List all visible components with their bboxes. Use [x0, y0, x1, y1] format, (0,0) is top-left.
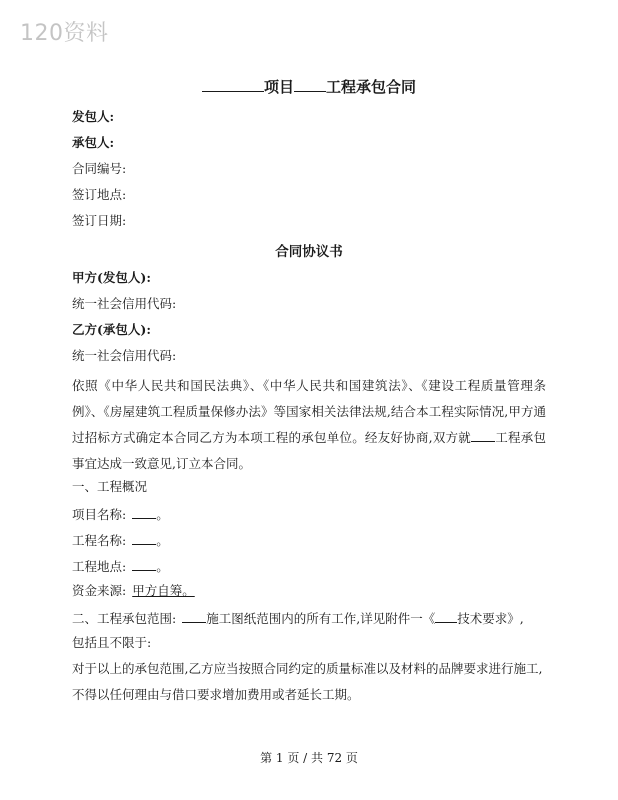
scope-paragraph-line-2: 不得以任何理由与借口要求增加费用或者延长工期。 [72, 687, 360, 702]
project-name-label: 项目名称: [72, 507, 127, 522]
preamble-paragraph [72, 373, 546, 477]
work-name-suffix: 。 [156, 533, 169, 548]
sign-place-label: 签订地点: [72, 187, 127, 202]
contract-no-label: 合同编号: [72, 161, 127, 176]
funding-label: 资金来源: [72, 583, 127, 598]
preamble-blank [471, 428, 495, 442]
location-label: 工程地点: [72, 559, 127, 574]
scope-blank [182, 609, 206, 623]
title-part1: 项目 [263, 78, 294, 96]
title-blank-2 [294, 78, 326, 92]
location-row [72, 557, 169, 575]
location-blank [132, 557, 156, 571]
scope-text-1: 施工图纸范围内的所有工作,详见附件一《 [206, 611, 436, 626]
funding-row [72, 583, 195, 599]
section2-heading: 二、工程承包范围: [72, 611, 177, 626]
contractor-label: 承包人: [72, 135, 115, 150]
tech-req-blank [435, 609, 457, 623]
project-name-row [72, 505, 169, 523]
section1-heading: 一、工程概况 [72, 479, 148, 494]
preamble-text: 依照《中华人民共和国民法典》、《中华人民共和国建筑法》、《建设工程质量管理条例》、《房屋建筑工程质量保修办法》等国家相关法律法规,结合本工程实际情况,甲方通过招标方式确定本合同乙方为本项工程的承包单位。经友好协商,双方就 [72, 378, 546, 445]
funding-value: 甲方自筹。 [132, 583, 195, 598]
project-name-blank [132, 505, 156, 519]
scope-continuation: 包括且不限于: [72, 635, 152, 650]
project-name-suffix: 。 [156, 507, 169, 522]
party-a-credit-code: 统一社会信用代码: [72, 296, 177, 311]
title-blank-1 [202, 78, 264, 92]
work-name-row [72, 531, 169, 549]
preamble-text-2: 工程承包事宜达成一致意见,订立本合同。 [72, 430, 546, 471]
party-b-credit-code: 统一社会信用代码: [72, 348, 177, 363]
section2-heading-row [72, 609, 524, 627]
party-a-label: 甲方(发包人): [72, 270, 151, 285]
title-part2: 工程承包合同 [326, 78, 417, 96]
work-name-blank [132, 531, 156, 545]
agreement-title: 合同协议书 [275, 244, 343, 260]
sign-date-label: 签订日期: [72, 213, 127, 228]
page-footer: 第 1 页 / 共 72 页 [260, 751, 358, 765]
location-suffix: 。 [156, 559, 169, 574]
scope-paragraph-line-1: 对于以上的承包范围,乙方应当按照合同约定的质量标准以及材料的品牌要求进行施工, [72, 661, 543, 676]
party-b-label: 乙方(承包人): [72, 322, 151, 337]
watermark: 120资料 [20, 21, 109, 46]
work-name-label: 工程名称: [72, 533, 127, 548]
document-title [0, 76, 618, 97]
scope-text-2: 技术要求》, [457, 611, 524, 626]
employer-label: 发包人: [72, 109, 115, 124]
